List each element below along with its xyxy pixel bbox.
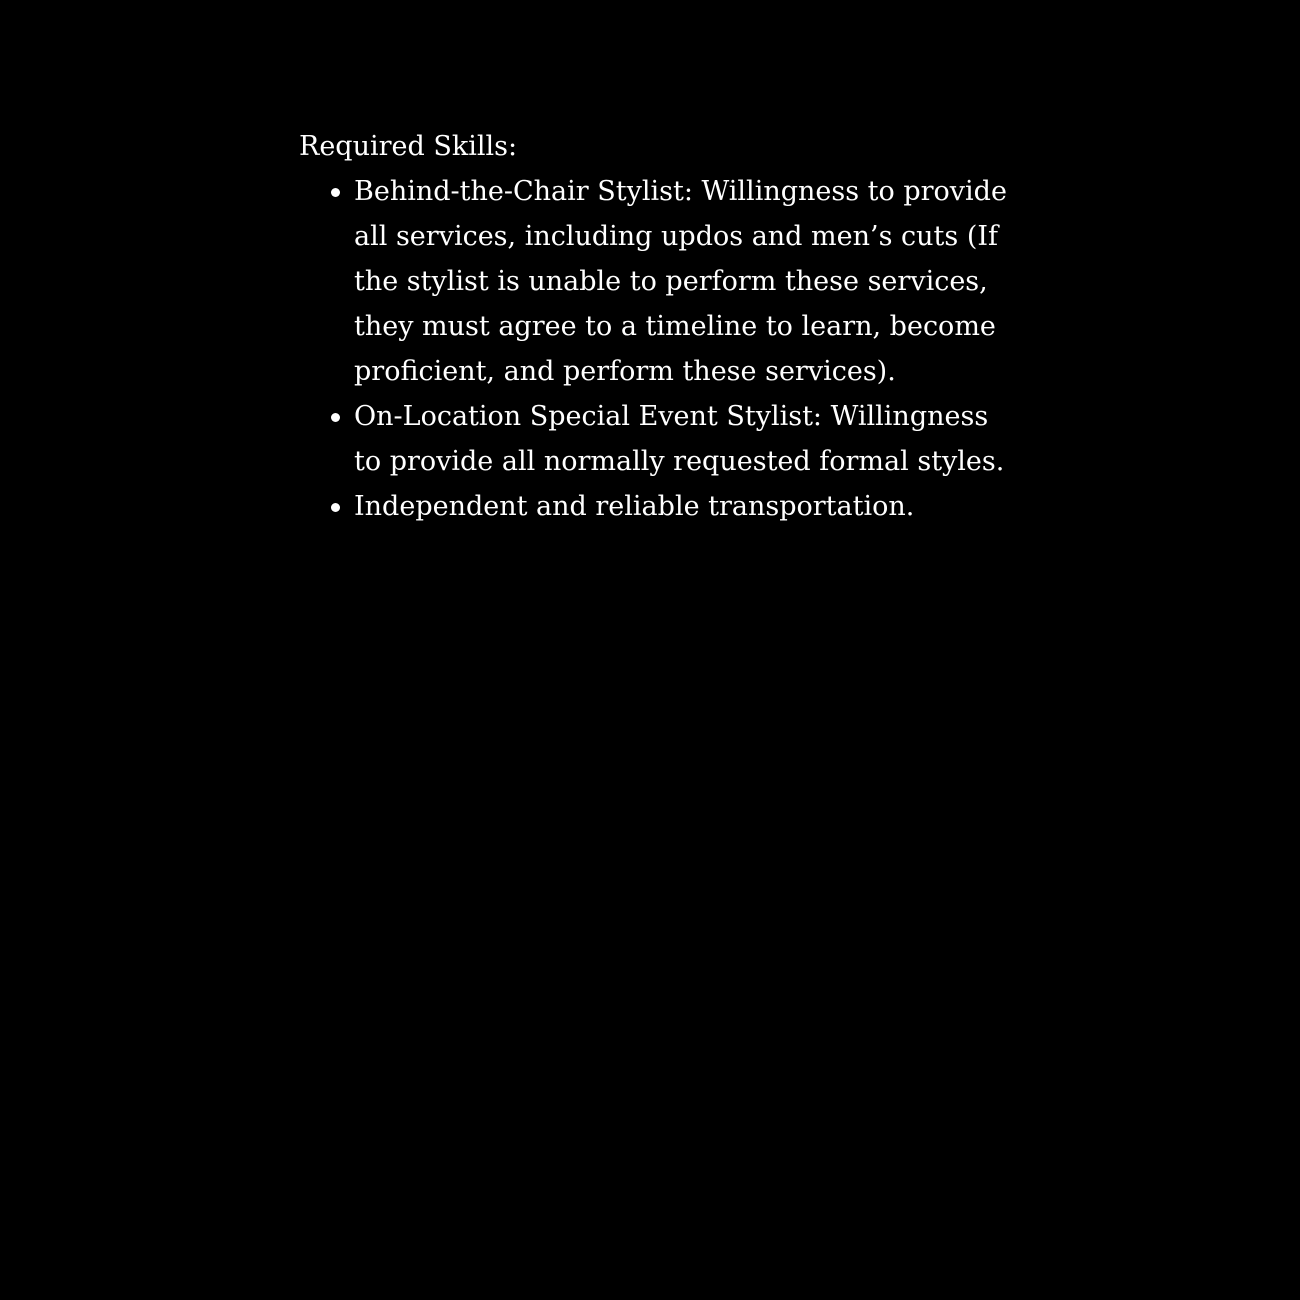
bullet-icon <box>331 188 340 197</box>
list-item <box>299 484 1019 529</box>
skills-list <box>299 169 1019 529</box>
list-item-text: On-Location Special Event Stylist: Willingness to provide all normally requested formal styles. <box>354 401 1005 477</box>
list-item-text: Independent and reliable transportation. <box>354 491 915 522</box>
list-item <box>299 394 1019 484</box>
required-skills-section <box>299 124 1019 529</box>
list-item <box>299 169 1019 394</box>
section-heading: Required Skills: <box>299 131 518 162</box>
bullet-icon <box>331 503 340 512</box>
list-item-text: Behind-the-Chair Stylist: Willingness to provide all services, including updos and men’s cuts (If the stylist is unable to perform these services, they must agree to a timeline to learn, become proficient, and perform these services). <box>354 176 1007 387</box>
bullet-icon <box>331 413 340 422</box>
